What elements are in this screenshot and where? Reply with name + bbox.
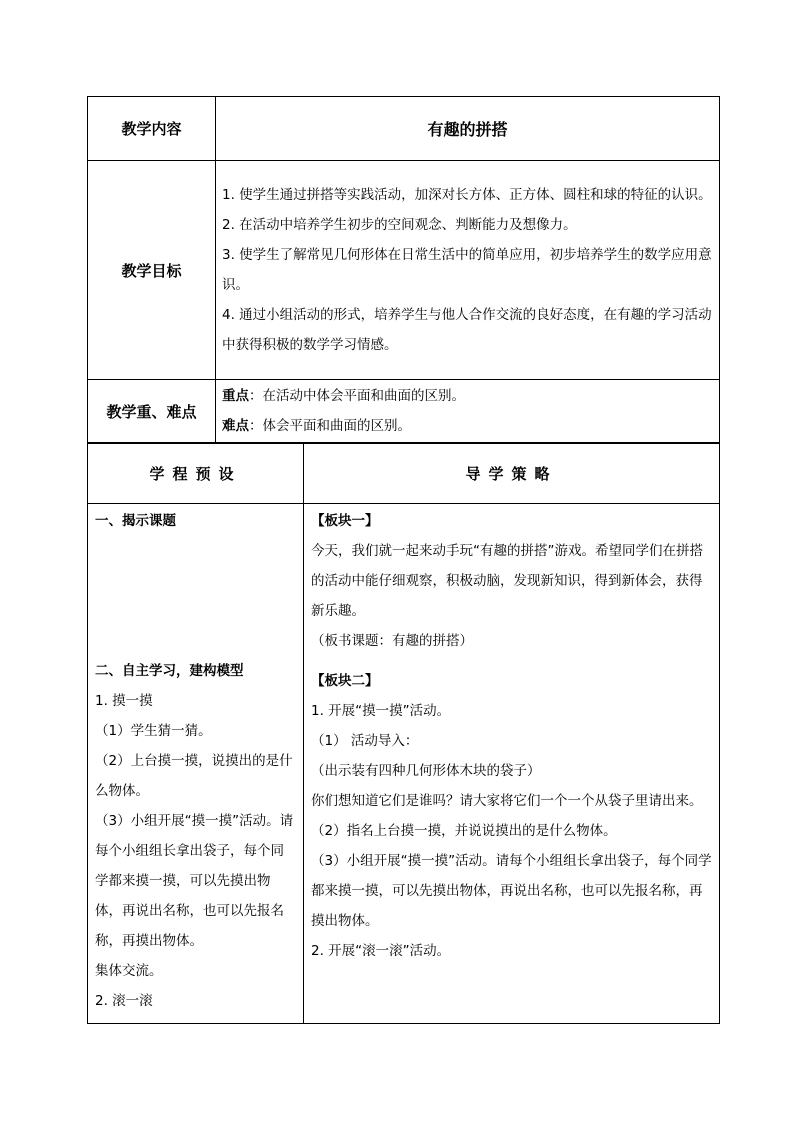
- strategy-line: （板书课题：有趣的拼搭）: [311, 633, 473, 649]
- strategy-line: 1. 开展“摸一摸”活动。: [311, 703, 451, 719]
- goals-cell: [216, 161, 720, 380]
- process-right-column: [304, 504, 720, 1024]
- goal-item: 3. 使学生了解常见几何形体在日常生活中的简单应用，初步培养学生的数学应用意识。: [222, 247, 712, 293]
- process-right-header: 导学策略: [304, 444, 720, 504]
- key-point-text: ：在活动中体会平面和曲面的区别。: [249, 388, 465, 404]
- strategy-line: 2. 开展“滚一滚”活动。: [311, 943, 451, 959]
- block-heading: 【板块二】: [311, 673, 379, 689]
- process-table: [87, 443, 720, 1024]
- goal-item: 4. 通过小组活动的形式，培养学生与他人合作交流的良好态度，在有趣的学习活动中获得积极的数学学习情感。: [222, 307, 712, 353]
- section-heading: 一、揭示课题: [95, 513, 176, 529]
- strategy-line: （3）小组开展“摸一摸”活动。请每个小组组长拿出袋子，每个同学都来摸一摸，可以先摸出物体，再说出名称，也可以先报名称，再摸出物体。: [311, 853, 712, 929]
- process-left-column: [88, 504, 304, 1024]
- difficulty-label: 难点: [222, 418, 249, 434]
- goal-item: 2. 在活动中培养学生初步的空间观念、判断能力及想像力。: [222, 217, 577, 233]
- step-line: 1. 摸一摸: [95, 693, 153, 709]
- strategy-line: 你们想知道它们是谁吗？请大家将它们一个一个从袋子里请出来。: [311, 793, 703, 809]
- step-line: （1）学生猜一猜。: [95, 723, 212, 739]
- key-point-label: 重点: [222, 388, 249, 404]
- process-left-header: 学程预设: [88, 444, 304, 504]
- key-label: 教学重、难点: [88, 380, 216, 443]
- section-heading: 二、自主学习，建构模型: [95, 663, 244, 679]
- difficulty-text: ：体会平面和曲面的区别。: [249, 418, 411, 434]
- content-label: 教学内容: [88, 97, 216, 161]
- step-line: 集体交流。: [95, 963, 163, 979]
- strategy-line: （2）指名上台摸一摸，并说说摸出的是什么物体。: [311, 823, 617, 839]
- strategy-line: （1） 活动导入：: [311, 733, 419, 749]
- step-line: （2）上台摸一摸，说摸出的是什么物体。: [95, 753, 293, 799]
- lesson-title: 有趣的拼搭: [216, 97, 720, 161]
- strategy-line: 今天，我们就一起来动手玩“有趣的拼搭”游戏。希望同学们在拼搭的活动中能仔细观察，积极动脑，发现新知识，得到新体会，获得新乐趣。: [311, 543, 703, 619]
- goal-item: 1. 使学生通过拼搭等实践活动，加深对长方体、正方体、圆柱和球的特征的认识。: [222, 187, 712, 203]
- goals-label: 教学目标: [88, 161, 216, 380]
- key-cell: [216, 380, 720, 443]
- step-line: 2. 滚一滚: [95, 993, 153, 1009]
- strategy-line: （出示装有四种几何形体木块的袋子）: [311, 763, 541, 779]
- block-heading: 【板块一】: [311, 513, 379, 529]
- lesson-info-table: [87, 96, 720, 443]
- step-line: （3）小组开展“摸一摸”活动。请每个小组组长拿出袋子，每个同学都来摸一摸，可以先摸出物体，再说出名称，也可以先报名称，再摸出物体。: [95, 813, 294, 949]
